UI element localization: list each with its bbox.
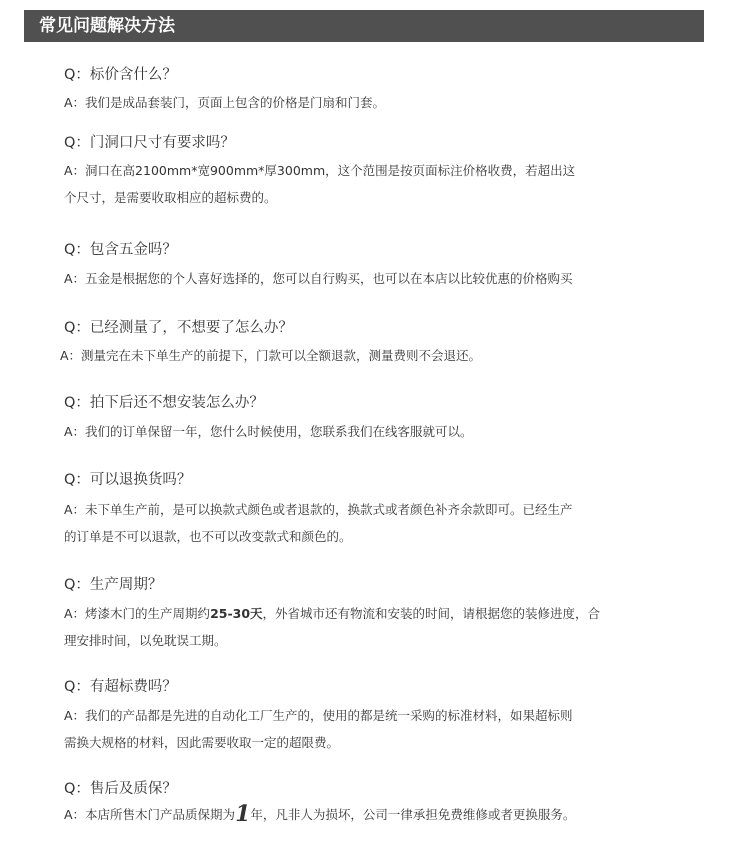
- faq-answer: [64, 702, 664, 756]
- answer-line: 需换大规格的材料，因此需要收取一定的超限费。: [64, 735, 340, 750]
- answer-line: [64, 801, 664, 828]
- faq-answer: [64, 89, 664, 116]
- faq-question: Q：拍下后还不想安装怎么办？: [64, 395, 264, 411]
- answer-line: A：五金是根据您的个人喜好选择的，您可以自行购买，也可以在本店以比较优惠的价格购买: [64, 271, 573, 286]
- answer-line: A：我们的订单保留一年，您什么时候使用，您联系我们在线客服就可以。: [64, 424, 473, 439]
- faq-question: Q：可以退换货吗？: [64, 472, 192, 488]
- answer-text: A：本店所售木门产品质保期为: [64, 807, 236, 822]
- faq-answer: [64, 157, 664, 211]
- faq-question: Q：售后及质保？: [64, 781, 177, 797]
- faq-answer: [60, 342, 660, 369]
- faq-answer: [64, 265, 664, 292]
- answer-text: 年，凡非人为损坏，公司一律承担免费维修或者更换服务。: [250, 807, 576, 822]
- faq-question: Q：生产周期？: [64, 577, 163, 593]
- answer-text: A：烤漆木门的生产周期约: [64, 606, 211, 621]
- answer-line: [64, 600, 664, 627]
- answer-line: 的订单是不可以退款，也不可以改变款式和颜色的。: [64, 529, 352, 544]
- answer-text: ，外省城市还有物流和安装的时间，请根据您的装修进度，合: [262, 606, 601, 621]
- answer-line: A：我们是成品套装门，页面上包含的价格是门扇和门套。: [64, 95, 386, 110]
- answer-line: A：未下单生产前，是可以换款式颜色或者退款的，换款式或者颜色补齐余款即可。已经生产: [64, 502, 573, 517]
- page-title: 常见问题解决方法: [24, 10, 704, 42]
- answer-line: 理安排时间，以免耽误工期。: [64, 633, 227, 648]
- production-period: 25-30天: [210, 606, 263, 621]
- faq-answer: [64, 801, 664, 828]
- answer-line: 个尺寸，是需要收取相应的超标费的。: [64, 190, 277, 205]
- answer-line: A：洞口在高2100mm*宽900mm*厚300mm，这个范围是按页面标注价格收费，若超出这: [64, 163, 576, 178]
- faq-question: Q：包含五金吗？: [64, 242, 177, 258]
- faq-question: Q：门洞口尺寸有要求吗？: [64, 135, 235, 151]
- answer-line: A：测量完在未下单生产的前提下，门款可以全额退款，测量费则不会退还。: [60, 348, 482, 363]
- faq-answer: [64, 600, 664, 654]
- answer-line: A：我们的产品都是先进的自动化工厂生产的，使用的都是统一采购的标准材料，如果超标则: [64, 708, 573, 723]
- faq-answer: [64, 496, 664, 550]
- warranty-years: 1: [235, 801, 251, 827]
- faq-answer: [64, 418, 664, 445]
- faq-question: Q：已经测量了，不想要了怎么办？: [64, 320, 293, 336]
- faq-question: Q：有超标费吗？: [64, 679, 177, 695]
- faq-question: Q：标价含什么？: [64, 67, 177, 83]
